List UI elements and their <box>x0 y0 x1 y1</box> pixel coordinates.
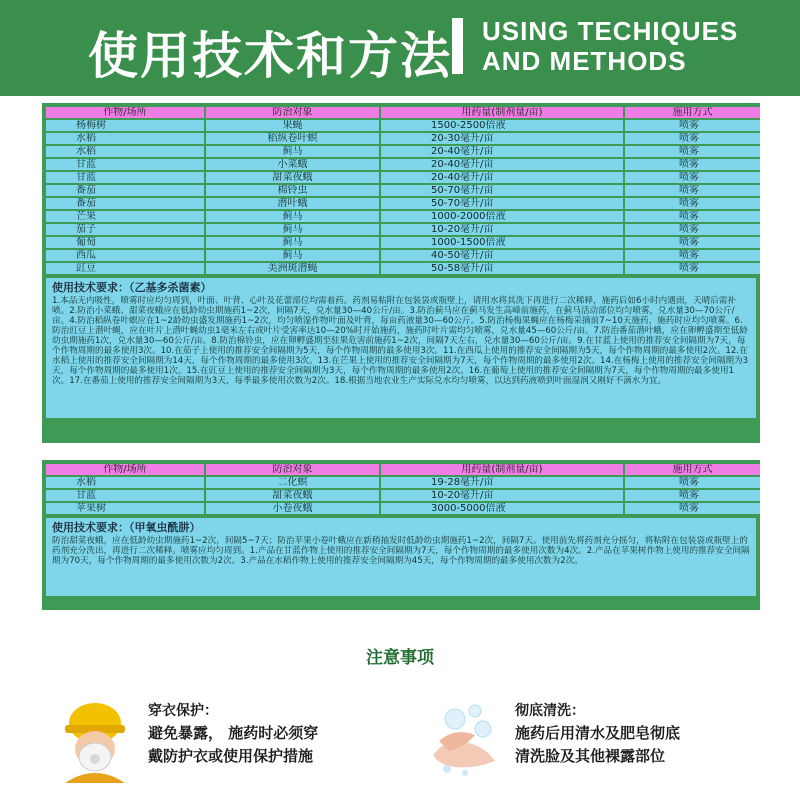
requirements-heading: 使用技术要求：（乙基多杀菌素） <box>52 281 212 294</box>
method-cell: 喷雾 <box>625 133 760 144</box>
crop-cell: 葡萄 <box>46 237 204 248</box>
method-cell: 喷雾 <box>625 250 760 261</box>
washing-label: 彻底清洗： <box>515 703 585 719</box>
requirements-text: 1.本品无内吸性，喷雾时应均匀周到，叶面、叶背、心叶及花蕾部位均需着药。药剂易粘附在包装袋或瓶壁上，请用水将其洗下再进行二次稀释，施药后如6小时内遇雨，天晴后需补喷。2.防治小菜蛾、甜菜夜蛾应在低龄幼虫期施药1~2次，间隔7天，兑水量30—40公斤/亩。3.防治蓟马应在蓟马发生高峰前施药，在蓟马活动部位均匀喷雾，兑水量30—70公斤/亩。4.防治稻纵卷叶螟应在1~2龄幼虫盛发期施药1~2次，均匀喷湿作物叶面及叶背，每亩药液量30—60公斤。5.防治杨梅果蝇应在杨梅采摘前7~10天施药，施药时应均匀喷雾。6.防治豇豆上潜叶蝇，应在叶片上潜叶蝇幼虫1毫米左右或叶片受害率达10—20%时开始施药，施药时叶片需均匀喷雾，兑水量45—60公斤/亩。7.防治番茄潜叶蛾，应在卵孵盛期至低龄幼虫期施药1次，兑水量30—60公斤/亩。8.防治棉铃虫，应在卵孵盛期至驻果危害前施药1~2次，间隔7天左右，兑水量30—60公斤/亩。9.在甘蓝上使用的推荐安全间隔期为7天，每个作物周期的最多使用3次。10.在茄子上使用的推荐安全间隔期为5天，每个作物周期的最多使用3次。11.在西瓜上使用的推荐安全间隔期为5天，每个作物周期的最多使用2次。12.在水稻上使用的推荐安全间隔期为14天，每个作物周期的最多使用3次。13.在芒果上使用的推荐安全间隔期为7天，每个作物周期的最多使用2次。14.在杨梅上使用的推荐安全间隔期为3天，每个作物周期的最多使用1次。15.在豇豆上使用的推荐安全间隔期为3天，每个作物周期的最多使用2次。16.在葡萄上使用的推荐安全间隔期为7天，每个作物周期的最多使用1次。17.在番茄上使用的推荐安全间隔期为3天，每季最多使用次数为2次。18.根据当地农业生产实际兑水均匀喷雾，以达到药液喷到叶面湿润又刚好不滴水为宜。 <box>52 296 749 386</box>
table-row <box>46 263 760 274</box>
column-header: 作物/场所 <box>46 107 204 118</box>
protective-worker-icon <box>55 693 135 783</box>
page-title: 使用技术和方法 <box>88 27 452 85</box>
crop-cell: 甘蓝 <box>46 172 204 183</box>
hand-washing-icon <box>425 697 503 779</box>
table-row <box>46 198 760 209</box>
crop-cell: 水稻 <box>46 477 204 488</box>
crop-cell: 芒果 <box>46 211 204 222</box>
crop-cell: 苹果树 <box>46 503 204 514</box>
header-subtitle <box>482 16 738 76</box>
crop-cell: 甘蓝 <box>46 490 204 501</box>
crop-cell: 茄子 <box>46 224 204 235</box>
target-cell: 蓟马 <box>206 250 379 261</box>
header-divider <box>452 18 463 74</box>
target-cell: 棉铃虫 <box>206 185 379 196</box>
target-cell: 甜菜夜蛾 <box>206 490 379 501</box>
method-cell: 喷雾 <box>625 211 760 222</box>
requirements-box-1 <box>46 278 756 418</box>
dosage-cell: 10-20毫升/亩 <box>381 490 623 501</box>
table-row <box>46 490 760 501</box>
table-row <box>46 172 760 183</box>
method-cell: 喷雾 <box>625 120 760 131</box>
protection-label: 穿衣保护： <box>148 703 218 719</box>
column-header: 作物/场所 <box>46 464 204 475</box>
protection-line-1: 避免暴露， 施药时必须穿 <box>148 724 319 742</box>
target-cell: 小卷夜蛾 <box>206 503 379 514</box>
target-cell: 小菜蛾 <box>206 159 379 170</box>
target-cell: 二化螟 <box>206 477 379 488</box>
dosage-cell: 20-40毫升/亩 <box>381 172 623 183</box>
dosage-table-1 <box>44 105 762 276</box>
header-subtitle-line1: USING TECHIQUES <box>482 16 739 46</box>
column-header: 防治对象 <box>206 107 379 118</box>
crop-cell: 豇豆 <box>46 263 204 274</box>
method-cell: 喷雾 <box>625 503 760 514</box>
protection-line-2: 戴防护衣或使用保护措施 <box>148 747 314 765</box>
dosage-cell: 1000-2000倍液 <box>381 211 623 222</box>
header-banner <box>0 0 800 96</box>
crop-cell: 水稻 <box>46 146 204 157</box>
crop-cell: 西瓜 <box>46 250 204 261</box>
dosage-cell: 50-70毫升/亩 <box>381 185 623 196</box>
table-row <box>46 250 760 261</box>
header-subtitle-line2: AND METHODS <box>482 46 687 76</box>
table-row <box>46 237 760 248</box>
dosage-cell: 10-20毫升/亩 <box>381 224 623 235</box>
crop-cell: 甘蓝 <box>46 159 204 170</box>
table-header-row <box>46 107 760 118</box>
table-body <box>46 477 760 514</box>
column-header: 施用方式 <box>625 464 760 475</box>
method-cell: 喷雾 <box>625 237 760 248</box>
crop-cell: 水稻 <box>46 133 204 144</box>
method-cell: 喷雾 <box>625 263 760 274</box>
method-cell: 喷雾 <box>625 159 760 170</box>
dosage-cell: 40-50毫升/亩 <box>381 250 623 261</box>
dosage-cell: 20-30毫升/亩 <box>381 133 623 144</box>
method-cell: 喷雾 <box>625 172 760 183</box>
dosage-cell: 50-58毫升/亩 <box>381 263 623 274</box>
target-cell: 潜叶蛾 <box>206 198 379 209</box>
column-header: 用药量(制剂量/亩) <box>381 464 623 475</box>
method-cell: 喷雾 <box>625 224 760 235</box>
method-cell: 喷雾 <box>625 490 760 501</box>
dosage-cell: 1000-1500倍液 <box>381 237 623 248</box>
usage-panel-1 <box>42 103 760 443</box>
column-header: 防治对象 <box>206 464 379 475</box>
table-body <box>46 120 760 274</box>
target-cell: 果蝇 <box>206 120 379 131</box>
requirements-box-2 <box>46 518 756 596</box>
washing-line-1: 施药后用清水及肥皂彻底 <box>515 724 681 742</box>
table-row <box>46 224 760 235</box>
column-header: 用药量(制剂量/亩) <box>381 107 623 118</box>
dosage-cell: 20-40毫升/亩 <box>381 146 623 157</box>
table-row <box>46 503 760 514</box>
dosage-table-2 <box>44 462 762 516</box>
crop-cell: 杨梅树 <box>46 120 204 131</box>
table-row <box>46 146 760 157</box>
crop-cell: 番茄 <box>46 198 204 209</box>
table-row <box>46 211 760 222</box>
crop-cell: 番茄 <box>46 185 204 196</box>
method-cell: 喷雾 <box>625 477 760 488</box>
dosage-cell: 1500-2500倍液 <box>381 120 623 131</box>
dosage-cell: 50-70毫升/亩 <box>381 198 623 209</box>
requirements-heading: 使用技术要求：（甲氧虫酰肼） <box>52 521 201 534</box>
target-cell: 甜菜夜蛾 <box>206 172 379 183</box>
table-header-row <box>46 464 760 475</box>
target-cell: 蓟马 <box>206 211 379 222</box>
table-row <box>46 159 760 170</box>
target-cell: 美洲斑潜蝇 <box>206 263 379 274</box>
notice-washing <box>515 700 785 768</box>
target-cell: 蓟马 <box>206 224 379 235</box>
notice-title: 注意事项 <box>366 648 434 668</box>
requirements-text: 防治甜菜夜蛾，应在低龄幼虫期施药1~2次，间隔5~7天；防治苹果小卷叶蛾应在新稍抽发时低龄幼虫期施药1~2次，间隔7天。使用前先将药剂充分摇匀，将粘附在包装袋或瓶壁上的药剂充分洗出，再进行二次稀释。喷雾应均匀周到。1.产品在甘蓝作物上使用的推荐安全间隔期为7天，每个作物周期的最多使用次数为4次。2.产品在苹果树作物上使用的推荐安全间隔期为70天，每个作物周期的最多使用次数为2次。3.产品在水稻作物上使用的推荐安全间隔期为45天，每个作物周期的最多使用次数为2次。 <box>52 536 750 566</box>
table-row <box>46 185 760 196</box>
table-row <box>46 133 760 144</box>
method-cell: 喷雾 <box>625 185 760 196</box>
column-header: 施用方式 <box>625 107 760 118</box>
method-cell: 喷雾 <box>625 198 760 209</box>
table-row <box>46 477 760 488</box>
target-cell: 稻纵卷叶螟 <box>206 133 379 144</box>
notice-protection <box>148 700 388 768</box>
table-row <box>46 120 760 131</box>
usage-panel-2 <box>42 460 760 610</box>
washing-line-2: 清洗脸及其他裸露部位 <box>515 747 666 765</box>
target-cell: 蓟马 <box>206 237 379 248</box>
dosage-cell: 3000-5000倍液 <box>381 503 623 514</box>
method-cell: 喷雾 <box>625 146 760 157</box>
dosage-cell: 20-40毫升/亩 <box>381 159 623 170</box>
dosage-cell: 19-28毫升/亩 <box>381 477 623 488</box>
target-cell: 蓟马 <box>206 146 379 157</box>
